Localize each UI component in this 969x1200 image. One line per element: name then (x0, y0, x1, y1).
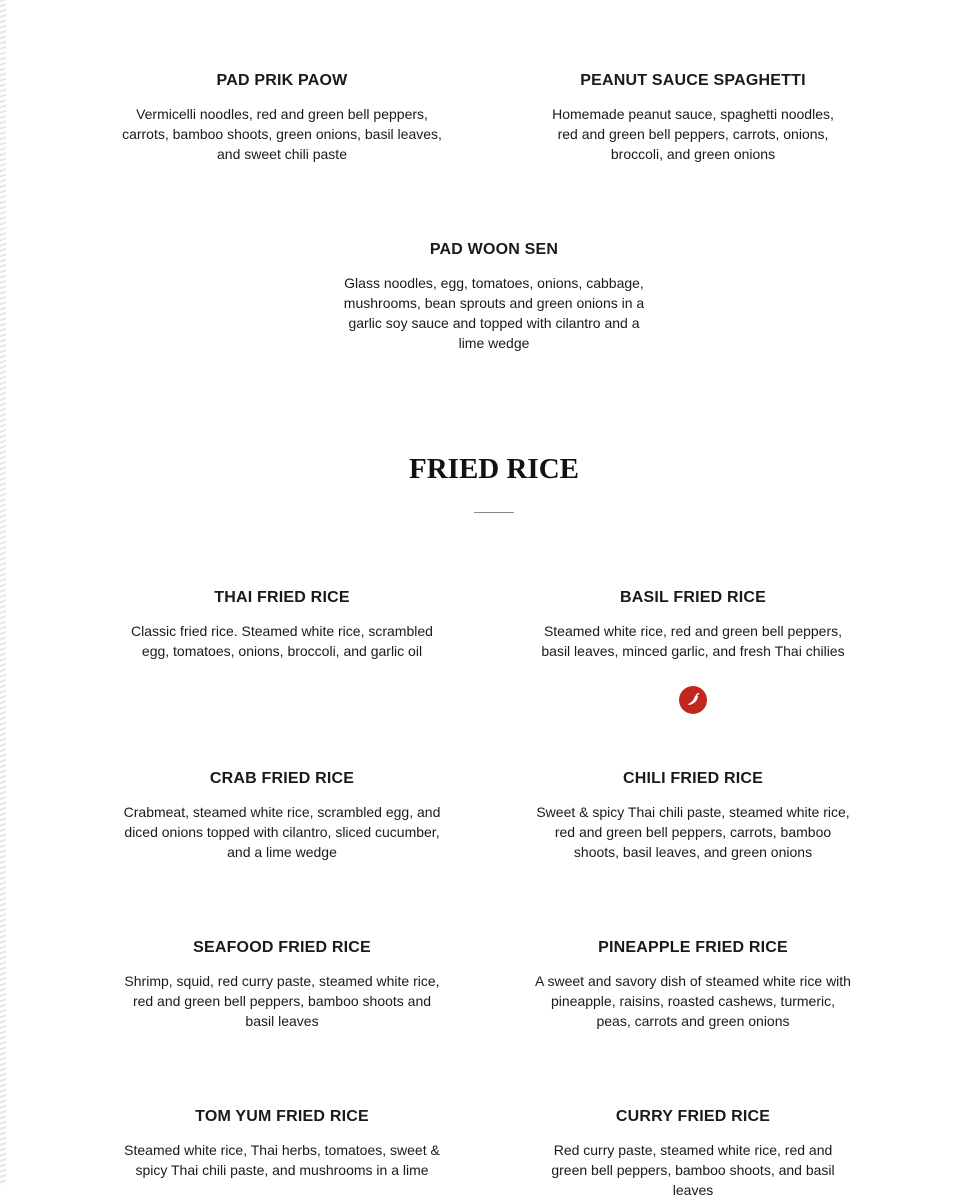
menu-item-tom-yum-fried-rice (122, 1107, 442, 1180)
menu-item-title: PAD WOON SEN (429, 241, 559, 258)
menu-item-seafood-fried-rice (122, 938, 442, 1031)
menu-item-pad-prik-paow (122, 71, 442, 164)
menu-item-description: Steamed white rice, Thai herbs, tomatoes, sweet & spicy Thai chili paste, and mushrooms in a lime (124, 1142, 440, 1178)
menu-item-pineapple-fried-rice (533, 938, 853, 1031)
menu-item-title: PAD PRIK PAOW (216, 72, 348, 89)
menu-item-description: A sweet and savory dish of steamed white rice with pineapple, raisins, roasted cashews, turmeric, peas, carrots and green onions (535, 973, 851, 1029)
menu-item-description: Crabmeat, steamed white rice, scrambled egg, and diced onions topped with cilantro, sliced cucumber, and a lime wedge (123, 804, 441, 860)
menu-item-description: Classic fried rice. Steamed white rice, scrambled egg, tomatoes, onions, broccoli, and garlic oil (131, 623, 433, 659)
section-title-fried-rice: FRIED RICE (409, 453, 579, 485)
menu-item-title: PEANUT SAUCE SPAGHETTI (580, 72, 806, 89)
chili-pepper-icon-glyph (685, 692, 701, 708)
menu-item-description: Shrimp, squid, red curry paste, steamed white rice, red and green bell peppers, bamboo shoots and basil leaves (124, 973, 440, 1029)
left-edge-pattern (0, 0, 6, 1185)
menu-item-crab-fried-rice (122, 769, 442, 862)
menu-item-description: Sweet & spicy Thai chili paste, steamed white rice, red and green bell peppers, carrots, bamboo shoots, basil leaves, and green onions (536, 804, 850, 860)
menu-item-title: TOM YUM FRIED RICE (195, 1108, 369, 1125)
menu-item-description: Vermicelli noodles, red and green bell peppers, carrots, bamboo shoots, green onions, basil leaves, and sweet chili paste (122, 106, 442, 162)
menu-item-basil-fried-rice (538, 588, 848, 661)
menu-item-thai-fried-rice (122, 588, 442, 661)
chili-pepper-icon (679, 686, 707, 714)
section-divider (474, 512, 514, 513)
menu-item-curry-fried-rice (538, 1107, 848, 1200)
menu-item-title: CURRY FRIED RICE (615, 1108, 771, 1125)
menu-item-description: Red curry paste, steamed white rice, red and green bell peppers, bamboo shoots, and basil leaves (551, 1142, 835, 1198)
menu-item-pad-woon-sen (334, 240, 654, 353)
menu-item-description: Steamed white rice, red and green bell peppers, basil leaves, minced garlic, and fresh Thai chilies (541, 623, 845, 659)
menu-item-title: PINEAPPLE FRIED RICE (598, 939, 788, 956)
menu-item-chili-fried-rice (533, 769, 853, 862)
menu-item-title: SEAFOOD FRIED RICE (193, 939, 371, 956)
menu-item-description: Homemade peanut sauce, spaghetti noodles, red and green bell peppers, carrots, onions, broccoli, and green onions (552, 106, 834, 162)
menu-item-title: CRAB FRIED RICE (209, 770, 355, 787)
menu-item-title: CHILI FRIED RICE (622, 770, 764, 787)
menu-item-title: BASIL FRIED RICE (619, 589, 767, 606)
menu-item-peanut-sauce-spaghetti (543, 71, 843, 164)
menu-item-description: Glass noodles, egg, tomatoes, onions, cabbage, mushrooms, bean sprouts and green onions in a garlic soy sauce and topped with cilantro and a lime wedge (343, 275, 645, 351)
menu-item-title: THAI FRIED RICE (214, 589, 350, 606)
